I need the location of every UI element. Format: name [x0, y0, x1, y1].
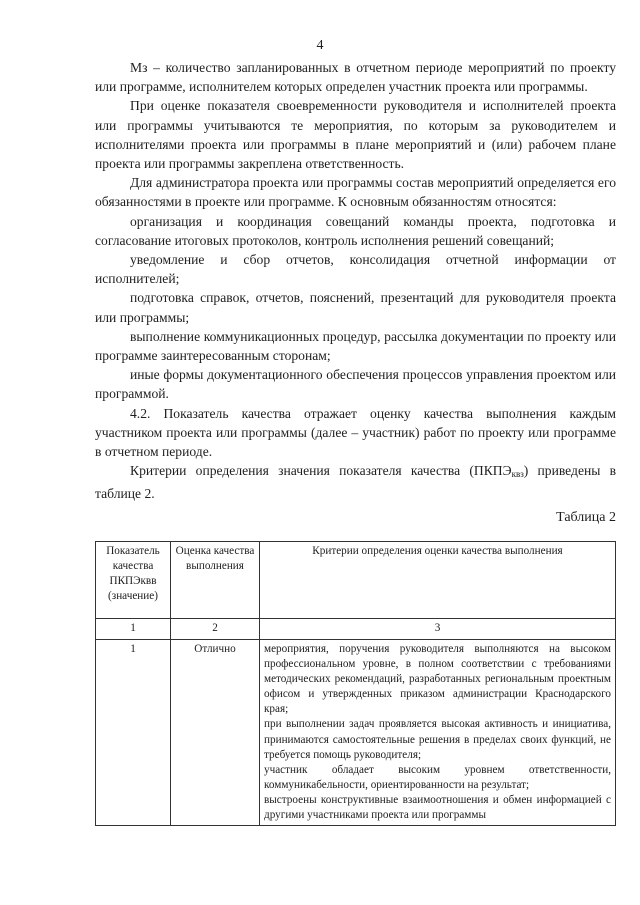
criteria-text-after: ) приведены в таблице 2. — [95, 463, 616, 502]
criterion-item: при выполнении задач проявляется высокая активность и инициатива, принимаются самостоятельные решения в пределах своих функций, не требуется помощь руководителя; — [264, 718, 611, 761]
page-number: 4 — [316, 38, 324, 53]
criteria-subscript: квз — [511, 469, 524, 480]
criterion-item: мероприятия, поручения руководителя выполняются на высоком профессиональном уровне, в полном соответствии с требованиями методических рекомендаций, разработанных региональным проектным офисом и утвержденных приказом администрации Краснодарского края; — [264, 643, 611, 716]
duty-item: подготовка справок, отчетов, пояснений, презентаций для руководителя проекта или программы; — [95, 290, 616, 325]
table-header-row — [96, 542, 616, 619]
criteria-cell — [260, 640, 616, 826]
grade-label: Отлично — [171, 640, 260, 826]
criteria-text-before: Критерии определения значения показателя качества (ПКПЭ — [130, 463, 512, 479]
paragraph-administrator: Для администратора проекта или программы состав мероприятий определяется его обязанностями в проекте или программе. К основным обязанностям относятся: — [95, 175, 616, 210]
table-caption: Таблица 2 — [556, 510, 616, 525]
column-number: 2 — [171, 619, 260, 640]
table-row — [96, 640, 616, 826]
duty-item: уведомление и сбор отчетов, консолидация отчетной информации от исполнителей; — [95, 252, 616, 287]
paragraph-mz-definition: Mз – количество запланированных в отчетном периоде мероприятий по проекту или программе, исполнителем которых определен участник проекта или программы. — [95, 60, 616, 95]
criterion-item: участник обладает высоким уровнем ответственности, коммуникабельности, ориентированности на результат; — [264, 763, 611, 791]
header-criteria: Критерии определения оценки качества выполнения — [260, 542, 616, 619]
paragraph-quality-indicator: 4.2. Показатель качества отражает оценку качества выполнения каждым участником проекта или программы (далее – участник) работ по проекту или программе в отчетном периоде. — [95, 405, 616, 460]
duty-item: иные формы документационного обеспечения процессов управления проектом или программой. — [95, 367, 616, 402]
column-number: 3 — [260, 619, 616, 640]
header-grade: Оценка качества выполнения — [171, 542, 260, 619]
header-indicator: Показатель качества ПКПЭквв (значение) — [96, 542, 171, 619]
quality-criteria-table — [95, 541, 616, 826]
paragraph-criteria-reference — [95, 461, 616, 503]
indicator-value: 1 — [96, 640, 171, 826]
paragraph-timeliness: При оценке показателя своевременности руководителя и исполнителей проекта или программы учитываются те мероприятия, по которым за руководителем и исполнителями проекта или программы в плане мероприятий и (или) рабочем плане проекта или программы закреплена ответственность. — [95, 98, 616, 172]
column-number: 1 — [96, 619, 171, 640]
criterion-item: выстроены конструктивные взаимоотношения и обмен информацией с другими участниками проекта или программы — [264, 793, 611, 822]
body-text — [95, 58, 616, 504]
duty-item: организация и координация совещаний команды проекта, подготовка и согласование итоговых протоколов, контроль исполнения решений совещаний; — [95, 213, 616, 248]
duty-item: выполнение коммуникационных процедур, рассылка документации по проекту или программе заинтересованным сторонам; — [95, 328, 616, 364]
column-number-row — [96, 619, 616, 640]
